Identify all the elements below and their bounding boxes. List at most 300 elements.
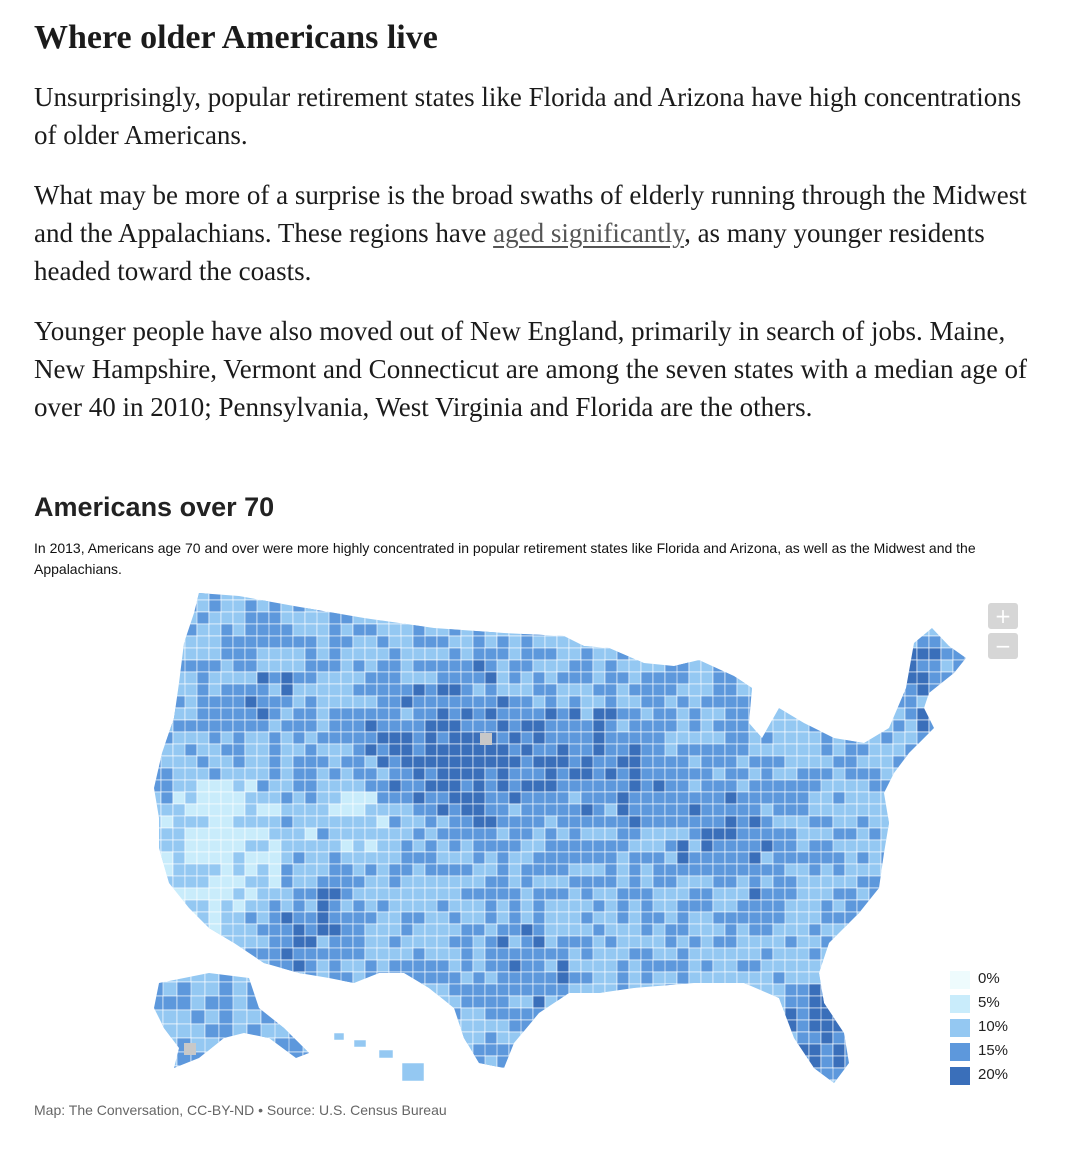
county-cell: [401, 1020, 425, 1032]
county-cell: [341, 852, 353, 864]
county-cell: [821, 648, 833, 660]
county-cell: [893, 936, 905, 948]
county-cell: [365, 684, 377, 696]
county-cell: [289, 982, 303, 996]
county-cell: [929, 636, 941, 648]
county-cell: [293, 1008, 305, 1020]
county-cell: [701, 768, 713, 780]
county-cell: [269, 996, 281, 1008]
county-cell: [617, 972, 629, 984]
county-cell: [377, 924, 389, 936]
county-cell: [197, 888, 209, 900]
county-cell: [353, 684, 365, 696]
county-cell: [473, 1008, 485, 1020]
county-cell: [893, 828, 905, 840]
county-cell: [869, 864, 881, 876]
county-cell: [941, 600, 953, 612]
county-cell: [521, 612, 533, 624]
county-cell: [389, 744, 401, 756]
county-cell: [317, 948, 329, 960]
county-cell: [461, 744, 473, 756]
county-cell: [845, 960, 857, 972]
county-cell: [917, 984, 941, 996]
county-cell: [617, 744, 629, 756]
county-cell: [941, 948, 953, 960]
county-cell: [293, 780, 305, 792]
county-cell: [533, 624, 545, 636]
county-cell: [257, 816, 269, 828]
county-cell: [341, 612, 353, 624]
county-cell: [845, 792, 857, 804]
county-cell: [833, 876, 845, 888]
county-cell: [449, 804, 461, 816]
county-cell: [881, 636, 893, 648]
county-cell: [641, 1056, 653, 1068]
county-cell: [413, 648, 425, 660]
zoom-in-button[interactable]: +: [988, 603, 1018, 629]
county-cell: [473, 924, 485, 936]
county-cell: [785, 744, 797, 756]
county-cell: [177, 1010, 191, 1024]
county-cell: [785, 900, 797, 912]
county-cell: [173, 672, 185, 684]
aged-significantly-link[interactable]: aged significantly: [493, 218, 685, 248]
county-cell: [191, 968, 205, 982]
county-cell: [205, 982, 219, 996]
county-cell: [845, 1080, 869, 1092]
county-cell: [473, 780, 485, 792]
county-cell: [377, 960, 389, 972]
county-cell: [677, 924, 689, 936]
county-cell: [449, 936, 461, 948]
county-cell: [869, 900, 881, 912]
county-cell: [905, 1056, 929, 1068]
county-cell: [653, 780, 665, 792]
county-cell: [545, 648, 557, 660]
county-cell: [581, 876, 593, 888]
county-cell: [461, 1068, 473, 1080]
paragraph-3: Younger people have also moved out of New England, primarily in search of jobs. Maine, New Hampshire, Vermont and Connecticut are among the seven states with a median age of over 40 in 2010; Pennsylvania, West Virginia and Florida are the others.: [34, 316, 1027, 422]
county-cell: [917, 1008, 929, 1020]
county-cell: [761, 828, 773, 840]
legend-item: [950, 968, 1040, 992]
county-cell: [221, 756, 233, 768]
county-cell: [389, 672, 401, 684]
county-cell: [773, 972, 785, 984]
county-cell: [437, 768, 449, 780]
county-cell: [197, 852, 209, 864]
county-cell: [629, 1044, 641, 1056]
county-cell: [161, 804, 173, 816]
county-cell: [557, 900, 569, 912]
county-cell: [833, 600, 845, 612]
county-cell: [485, 696, 497, 708]
county-cell: [557, 1008, 569, 1020]
county-cell: [881, 780, 893, 792]
map-container[interactable]: [34, 588, 1044, 1108]
county-cell: [881, 1056, 905, 1068]
county-cell: [461, 612, 473, 624]
county-cell: [317, 1032, 329, 1044]
county-cell: [425, 648, 437, 660]
county-cell: [893, 1056, 905, 1068]
county-cell: [461, 660, 473, 672]
county-cell: [461, 792, 473, 804]
county-cell: [713, 648, 725, 660]
county-cell: [209, 864, 221, 876]
county-cell: [617, 960, 629, 972]
county-cell: [629, 612, 653, 624]
county-cell: [689, 924, 701, 936]
county-cell: [257, 864, 269, 876]
county-cell: [281, 1056, 293, 1068]
county-cell: [761, 588, 773, 600]
county-cell: [377, 1008, 401, 1020]
county-cell: [533, 948, 545, 960]
county-cell: [425, 708, 437, 720]
county-cell: [521, 1032, 533, 1044]
county-cell: [497, 612, 509, 624]
county-cell: [569, 804, 581, 816]
county-cell: [425, 1044, 437, 1056]
county-cell: [641, 600, 653, 612]
county-cell: [545, 1056, 557, 1068]
county-cell: [437, 780, 449, 792]
county-cell: [701, 996, 713, 1008]
county-cell: [305, 600, 317, 612]
county-cell: [485, 1032, 497, 1044]
county-cell: [797, 660, 809, 672]
county-cell: [485, 588, 509, 600]
county-cell: [917, 612, 929, 624]
county-cell: [245, 780, 257, 792]
county-cell: [521, 948, 533, 960]
county-cell: [303, 1010, 317, 1024]
county-cell: [521, 648, 533, 660]
county-cell: [485, 612, 497, 624]
county-cell: [617, 828, 629, 840]
county-cell: [725, 1032, 737, 1044]
county-cell: [773, 732, 785, 744]
county-cell: [965, 756, 989, 768]
zoom-out-button[interactable]: −: [988, 633, 1018, 659]
county-cell: [857, 648, 869, 660]
county-cell: [173, 936, 185, 948]
county-cell: [389, 708, 401, 720]
county-cell: [905, 600, 917, 612]
county-cell: [437, 1056, 449, 1068]
county-cell: [293, 888, 305, 900]
county-cell: [305, 864, 317, 876]
county-cell: [533, 672, 545, 684]
county-cell: [389, 876, 401, 888]
county-cell: [641, 792, 653, 804]
county-cell: [161, 840, 173, 852]
county-cell: [617, 924, 629, 936]
county-cell: [289, 1024, 303, 1038]
county-cell: [917, 960, 929, 972]
county-cell: [713, 840, 725, 852]
county-cell: [917, 876, 929, 888]
county-cell: [953, 816, 965, 828]
county-cell: [149, 684, 173, 696]
county-cell: [821, 708, 833, 720]
county-cell: [161, 1080, 173, 1092]
county-cell: [389, 624, 401, 636]
county-cell: [785, 624, 797, 636]
county-cell: [197, 708, 209, 720]
county-cell: [317, 660, 329, 672]
county-cell: [881, 1068, 905, 1080]
county-cell: [845, 624, 857, 636]
county-cell: [509, 972, 521, 984]
county-cell: [893, 972, 905, 984]
county-cell: [437, 1080, 449, 1092]
county-cell: [161, 828, 173, 840]
county-cell: [257, 648, 269, 660]
county-cell: [401, 972, 413, 984]
county-cell: [749, 948, 761, 960]
county-cell: [221, 804, 233, 816]
county-cell: [581, 672, 593, 684]
county-cell: [185, 1068, 197, 1080]
county-cell: [857, 888, 869, 900]
county-cell: [701, 1020, 713, 1032]
county-cell: [509, 1008, 521, 1020]
county-cell: [161, 720, 173, 732]
county-cell: [605, 1056, 617, 1068]
county-cell: [809, 720, 821, 732]
county-cell: [305, 1056, 317, 1068]
county-cell: [845, 780, 857, 792]
county-cell: [749, 804, 761, 816]
county-cell: [449, 1044, 461, 1056]
county-cell: [833, 696, 845, 708]
county-cell: [401, 768, 413, 780]
county-cell: [677, 996, 701, 1008]
county-cell: [437, 816, 449, 828]
county-cell: [437, 684, 449, 696]
county-cell: [341, 696, 353, 708]
county-cell: [833, 708, 845, 720]
county-cell: [449, 624, 461, 636]
county-cell: [173, 924, 185, 936]
county-cell: [377, 684, 389, 696]
county-cell: [303, 1038, 317, 1052]
county-cell: [677, 960, 689, 972]
county-cell: [917, 768, 929, 780]
county-cell: [461, 888, 473, 900]
county-cell: [219, 968, 233, 982]
county-cell: [149, 936, 173, 948]
county-cell: [281, 828, 293, 840]
legend-swatch: [950, 1019, 970, 1037]
county-cell: [689, 1068, 713, 1080]
county-cell: [509, 1032, 521, 1044]
county-cell: [881, 600, 905, 612]
county-cell: [785, 1080, 797, 1092]
county-cell: [809, 660, 821, 672]
county-cell: [173, 636, 185, 648]
county-cell: [557, 888, 569, 900]
county-cell: [857, 612, 869, 624]
county-cell: [905, 1068, 929, 1080]
county-cell: [833, 984, 845, 996]
county-cell: [581, 816, 593, 828]
county-cell: [821, 660, 833, 672]
county-cell: [641, 612, 665, 624]
county-cell: [917, 792, 929, 804]
county-cell: [521, 1056, 533, 1068]
county-cell: [785, 660, 797, 672]
county-cell: [749, 972, 761, 984]
county-cell: [353, 840, 365, 852]
county-cell: [401, 720, 413, 732]
county-cell: [545, 756, 557, 768]
county-cell: [773, 996, 785, 1008]
county-cell: [761, 744, 773, 756]
county-cell: [401, 924, 413, 936]
county-cell: [857, 684, 869, 696]
county-cell: [881, 756, 893, 768]
county-cell: [497, 756, 509, 768]
county-cell: [413, 720, 425, 732]
county-cell: [845, 888, 857, 900]
county-cell: [941, 828, 953, 840]
county-cell: [713, 816, 725, 828]
county-cell: [365, 1080, 377, 1092]
county-cell: [317, 696, 329, 708]
county-cell: [749, 696, 773, 708]
county-cell: [605, 684, 617, 696]
county-cell: [163, 1010, 177, 1024]
county-cell: [905, 840, 929, 852]
county-cell: [797, 708, 821, 720]
county-cell: [341, 828, 353, 840]
county-cell: [317, 636, 329, 648]
county-cell: [605, 780, 617, 792]
county-cell: [341, 792, 353, 804]
county-cell: [869, 888, 893, 900]
county-cell: [929, 1032, 941, 1044]
county-cell: [221, 1068, 233, 1080]
county-cell: [341, 804, 353, 816]
county-cell: [473, 768, 485, 780]
county-cell: [725, 996, 749, 1008]
county-cell: [569, 936, 581, 948]
county-cell: [641, 744, 653, 756]
county-cell: [965, 948, 977, 960]
county-cell: [461, 588, 485, 600]
county-cell: [869, 972, 881, 984]
county-cell: [473, 1020, 485, 1032]
county-cell: [261, 968, 289, 982]
county-cell: [449, 1068, 461, 1080]
county-cell: [257, 732, 269, 744]
county-cell: [437, 900, 449, 912]
county-cell: [497, 900, 509, 912]
county-cell: [713, 636, 737, 648]
county-cell: [557, 780, 569, 792]
county-cell: [377, 744, 389, 756]
county-cell: [293, 720, 305, 732]
county-cell: [785, 924, 797, 936]
county-cell: [857, 804, 869, 816]
county-cell: [629, 912, 641, 924]
county-cell: [797, 696, 809, 708]
county-cell: [509, 876, 521, 888]
county-cell: [509, 1068, 521, 1080]
county-cell: [413, 624, 425, 636]
county-cell: [641, 624, 653, 636]
county-cell: [905, 888, 917, 900]
county-cell: [197, 900, 209, 912]
county-cell: [289, 996, 303, 1010]
county-cell: [689, 840, 701, 852]
county-cell: [569, 1080, 581, 1092]
county-cell: [449, 708, 461, 720]
county-cell: [509, 588, 521, 600]
county-cell: [485, 984, 497, 996]
county-cell: [893, 672, 905, 684]
county-cell: [161, 696, 173, 708]
county-cell: [209, 852, 221, 864]
county-cell: [761, 948, 773, 960]
county-cell: [641, 1068, 653, 1080]
county-cell: [545, 1068, 557, 1080]
article: [34, 16, 1044, 448]
county-cell: [833, 1008, 845, 1020]
county-cell: [497, 684, 509, 696]
county-cell: [809, 1032, 821, 1044]
county-cell: [617, 780, 629, 792]
county-cell: [809, 912, 821, 924]
county-cell: [941, 720, 953, 732]
county-cell: [293, 804, 305, 816]
county-cell: [689, 636, 701, 648]
county-cell: [245, 840, 257, 852]
county-cell: [305, 936, 317, 948]
county-cell: [833, 648, 845, 660]
county-cell: [797, 792, 809, 804]
county-cell: [653, 1056, 665, 1068]
county-cell: [713, 1080, 725, 1092]
county-cell: [809, 732, 821, 744]
county-cell: [941, 900, 965, 912]
county-cell: [425, 684, 437, 696]
county-cell: [197, 744, 209, 756]
county-cell: [881, 696, 893, 708]
county-cell: [257, 984, 269, 996]
county-cell: [641, 972, 653, 984]
county-cell: [941, 672, 953, 684]
county-cell: [437, 1068, 449, 1080]
county-cell: [413, 900, 425, 912]
county-cell: [305, 672, 317, 684]
county-cell: [261, 1066, 275, 1080]
county-cell: [437, 588, 449, 600]
county-cell: [725, 600, 737, 612]
county-cell: [809, 684, 821, 696]
county-cell: [377, 636, 389, 648]
choropleth-map[interactable]: [34, 588, 1044, 1108]
county-cell: [425, 636, 437, 648]
county-cell: [521, 1080, 533, 1092]
county-cell: [425, 588, 437, 600]
county-cell: [725, 660, 737, 672]
county-cell: [713, 900, 725, 912]
county-cell: [317, 720, 329, 732]
